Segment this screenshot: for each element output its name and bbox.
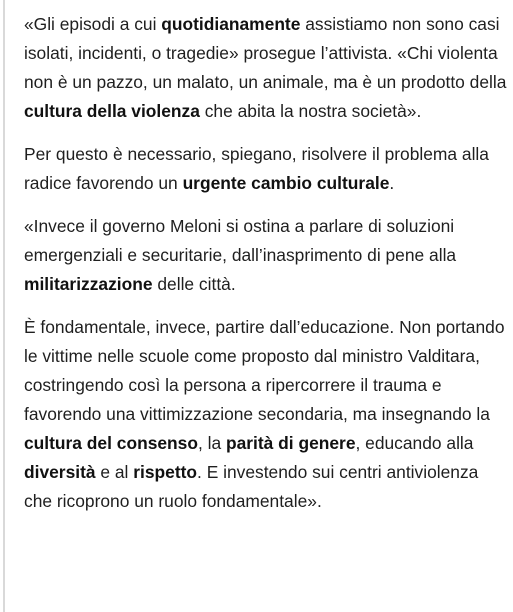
text-run: «Invece il governo Meloni si ostina a parlare di soluzioni emergenziali e securitarie, dall’inasprimento di pene alla	[24, 216, 457, 265]
article-body	[3, 0, 507, 612]
paragraph-2	[24, 140, 507, 198]
text-run: che abita la nostra società».	[199, 101, 422, 121]
text-run: assistiamo non sono casi isolati, incidenti, o tragedie» prosegue l’attivista. «Chi violenta non è un pazzo, un malato, un animale, ma è un prodotto della	[24, 14, 507, 92]
bold-text-run: militarizzazione	[24, 274, 153, 294]
text-run: . E investendo sui centri antiviolenza che ricoprono un ruolo fondamentale».	[24, 462, 479, 511]
text-run: , educando alla	[355, 433, 474, 453]
bold-text-run: rispetto	[133, 462, 198, 482]
text-run: Per questo è necessario, spiegano, risolvere il problema alla radice favorendo un	[24, 144, 489, 193]
bold-text-run: cultura della violenza	[24, 101, 200, 121]
text-run: e al	[95, 462, 134, 482]
paragraph-3	[24, 212, 507, 299]
bold-text-run: cultura del consenso	[24, 433, 198, 453]
bold-text-run: diversità	[24, 462, 96, 482]
paragraph-4	[24, 313, 507, 516]
bold-text-run: quotidianamente	[161, 14, 301, 34]
text-run: delle città.	[152, 274, 236, 294]
text-run: , la	[197, 433, 226, 453]
paragraph-1	[24, 10, 507, 126]
bold-text-run: urgente cambio culturale	[182, 173, 390, 193]
text-run: .	[389, 173, 395, 193]
text-run: «Gli episodi a cui	[24, 14, 162, 34]
bold-text-run: parità di genere	[225, 433, 356, 453]
text-run: È fondamentale, invece, partire dall’educazione. Non portando le vittime nelle scuole come proposto dal ministro Valditara, costringendo così la persona a ripercorrere il trauma e favorendo una vittimizzazione secondaria, ma insegnando la	[24, 317, 505, 424]
